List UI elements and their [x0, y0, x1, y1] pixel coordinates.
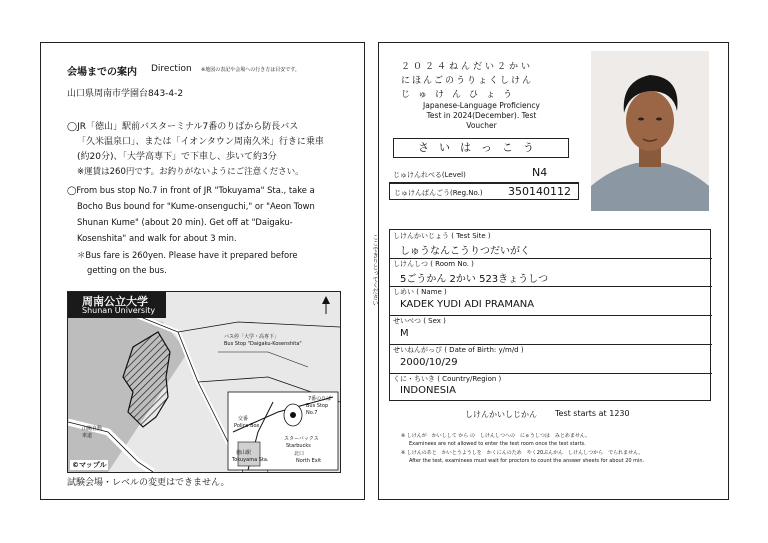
directions-note: ※地図の表記や会場への行き方は目安です。: [201, 67, 300, 73]
en-direction-line: Bocho Bus bound for "Kume-onsenguchi," or "Aeon Town: [77, 201, 315, 211]
test-site-value: しゅうなんこうりつだいがく: [400, 246, 530, 257]
police-box-label-jp: 交番: [238, 416, 249, 422]
country-label: くに・ちいき ( Country/Region ): [393, 375, 502, 383]
info-row-room: [390, 258, 712, 287]
jp-fare-note: ※運賃は260円です。お釣りがないようにご注意ください。: [77, 167, 304, 177]
en-direction-line: Shunan Kume" (about 20 min). Get off at "Daigaku-: [77, 217, 293, 227]
info-row-name: [390, 286, 712, 316]
country-value: INDONESIA: [400, 385, 456, 396]
info-row-test-site: [390, 230, 712, 259]
regno-label: じゅけんばんごう(Reg.No.): [394, 189, 483, 197]
sex-value: M: [400, 328, 409, 339]
info-row-dob: [390, 344, 712, 374]
expressway-label: 山陽自動車道: [82, 426, 103, 439]
start-time-label-jp: しけんかいしじかん: [465, 410, 537, 419]
directions-heading-en: Direction: [151, 64, 192, 74]
jp-direction-line: ◯JR「徳山」駅前バスターミナル7番のりばから防長バス: [67, 122, 299, 132]
info-row-country: [390, 373, 712, 400]
voucher-title-en-line: Japanese-Language Proficiency: [423, 101, 540, 110]
north-exit-label-jp: 北口: [294, 451, 305, 457]
map-credit: ©マップル: [72, 461, 107, 469]
university-name-jp: 周南公立大学: [82, 295, 148, 308]
name-value: KADEK YUDI ADI PRAMANA: [400, 299, 535, 310]
test-voucher: [378, 42, 729, 500]
voucher-title-line: ２０２４ねんだい２かい: [401, 62, 534, 72]
bus-stop-label-jp: バス停「大学・高専下」: [224, 334, 280, 340]
university-name-en: Shunan University: [82, 306, 156, 315]
voucher-title-line: じゅけんひょう: [401, 90, 521, 100]
station-label-en: Tokuyama Sta.: [232, 457, 269, 463]
info-row-sex: [390, 315, 712, 345]
voucher-title-en: [379, 101, 584, 131]
dob-label: せいねんがっぴ ( Date of Birth: y/m/d ): [393, 346, 524, 354]
name-label: しめい ( Name ): [393, 288, 447, 296]
sex-label: せいべつ ( Sex ): [393, 317, 446, 325]
starbucks-label-jp: スターバックス: [284, 436, 319, 442]
access-map: [67, 291, 341, 473]
level-value: N4: [532, 166, 548, 179]
wait-note-en: After the test, examinees must wait for proctors to count the answer sheets for about 20 min.: [409, 458, 645, 464]
police-box-label-en: Police Box: [234, 423, 260, 429]
portrait-image: [591, 51, 709, 211]
late-entry-note-jp: ※ しけんが かいしして から の しけんしつへの にゅうしつは みとめません。: [401, 433, 591, 439]
room-label: しけんしつ ( Room No. ): [393, 260, 474, 268]
en-direction-line: Kosenshita" and walk for about 3 min.: [77, 233, 237, 243]
wait-note-jp: ※ しけんのあと かいとうようしを かくにんのため やく20ぷんかん しけんしつから でられません。: [401, 450, 644, 456]
regno-row: [389, 183, 579, 200]
late-entry-note-en: Examinees are not allowed to enter the test room once the test starts.: [409, 441, 586, 447]
voucher-title-en-line: Voucher: [466, 121, 497, 130]
directions-heading: 会場までの案内: [67, 67, 137, 78]
regno-value: 350140112: [508, 185, 571, 198]
station-label-jp: 徳山駅: [236, 450, 252, 456]
en-direction-line: ◯From bus stop No.7 in front of JR "Tokuyama" Sta., take a: [67, 185, 315, 195]
bus-stop7-label-en: Bus Stop No.7: [306, 403, 329, 416]
voucher-title-en-line: Test in 2024(December). Test: [426, 111, 537, 120]
examinee-photo: [591, 51, 709, 211]
level-label: じゅけんれべる(Level): [393, 171, 466, 179]
en-fare-note: ＊Bus fare is 260yen. Please have it prepared before: [77, 250, 298, 260]
starbucks-label-en: Starbucks: [286, 443, 311, 449]
north-exit-label-en: North Exit: [296, 458, 322, 464]
jp-direction-line: (約20分)、「大学高専下」で下車し、歩いて約3分: [77, 152, 277, 162]
jp-direction-line: 「久米温泉口」、または「イオンタウン周南久米」行きに乗車: [77, 137, 324, 147]
examinee-info-table: [389, 229, 711, 401]
test-site-label: しけんかいじょう ( Test Site ): [393, 232, 491, 240]
bus-stop7-label-jp: 7番のりば: [308, 396, 332, 402]
level-row: [389, 165, 579, 183]
bus-stop-label-en: Bus Stop "Daigaku-Kosenshita": [224, 341, 302, 347]
venue-change-notice: 試験会場・レベルの変更はできません。: [67, 478, 230, 488]
directions-panel: [40, 42, 365, 500]
map-title-box: [68, 292, 166, 318]
venue-address: 山口県周南市学園台843-4-2: [67, 89, 184, 99]
start-time-label-en: Test starts at 1230: [555, 409, 630, 418]
voucher-title-line: にほんごのうりょくしけん: [401, 76, 534, 86]
name-kana-box: さいはっこう: [393, 138, 569, 158]
room-value: 5ごうかん 2かい 523きょうしつ: [400, 274, 549, 285]
dob-value: 2000/10/29: [400, 357, 458, 368]
en-fare-note: getting on the bus.: [87, 265, 167, 275]
cut-here-text: ここできりとってください: [371, 234, 378, 306]
